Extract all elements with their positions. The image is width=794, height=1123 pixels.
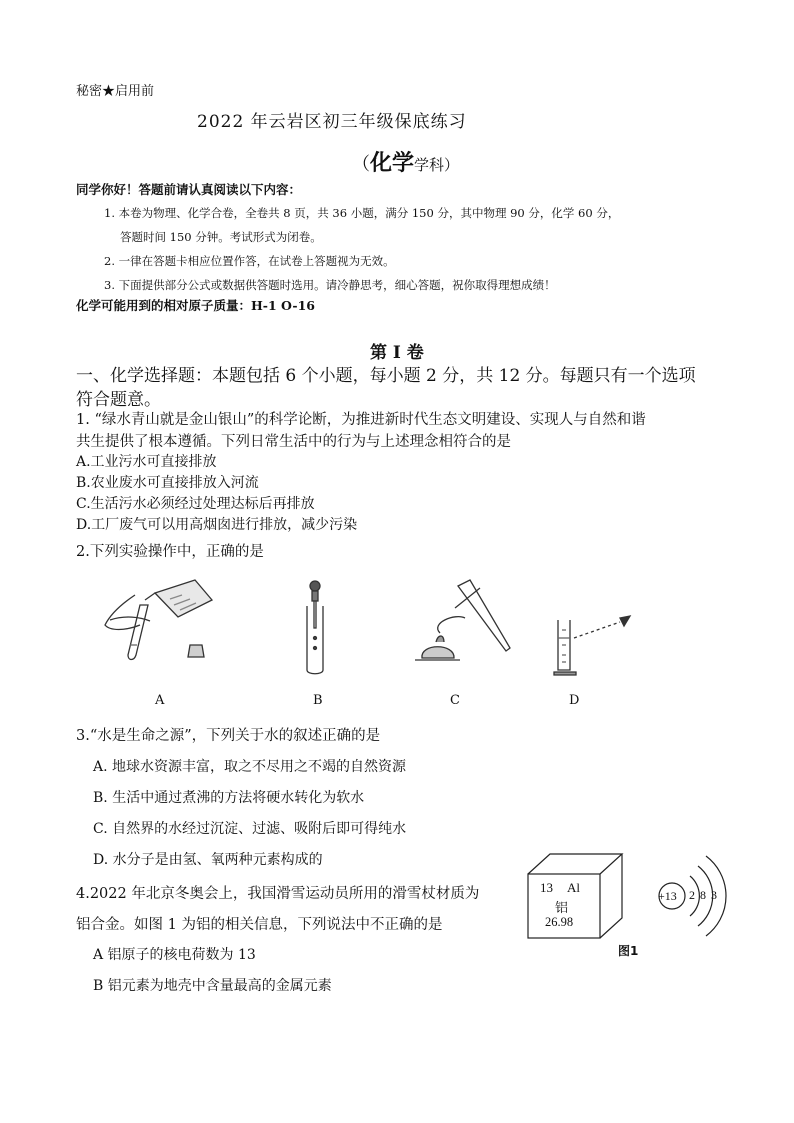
- atom-nucleus: +13: [658, 889, 677, 903]
- instruction-item-3: 3. 下面提供部分公式或数据供答题时选用。请冷静思考，细心答题，祝你取得理想成绩！: [104, 278, 556, 292]
- q1-option-d: D.工厂废气可以用高烟囱进行排放，减少污染: [76, 517, 358, 533]
- q2-stem: 2.下列实验操作中，正确的是: [76, 544, 264, 560]
- subject-title: [352, 146, 459, 177]
- figure-caption: 图1: [618, 944, 639, 958]
- section-heading-line-2: 符合题意。: [76, 390, 161, 410]
- q1-stem-line-2: 共生提供了根本遵循。下列日常生活中的行为与上述理念相符合的是: [76, 434, 511, 450]
- dropper-illustration: [295, 578, 335, 676]
- element-name: 铝: [555, 901, 569, 916]
- section-heading-line-1: 一、化学选择题：本题包括 6 个小题，每小题 2 分，共 12 分。每题只有一个选项: [76, 366, 696, 386]
- element-symbol: Al: [567, 880, 580, 895]
- q2-label-c: C: [450, 693, 460, 708]
- element-mass: 26.98: [545, 915, 574, 929]
- q3-option-b: B. 生活中通过煮沸的方法将硬水转化为软水: [93, 790, 365, 806]
- q4-option-b: B 铝元素为地壳中含量最高的金属元素: [93, 978, 332, 994]
- q4-stem-line-1: 4.2022 年北京冬奥会上，我国滑雪运动员所用的滑雪杖材质为: [76, 886, 480, 902]
- subject-suffix: 学科）: [414, 156, 460, 174]
- element-number: 13: [540, 880, 553, 895]
- instruction-item-2: 2. 一律在答题卡相应位置作答，在试卷上答题视为无效。: [104, 254, 395, 268]
- q3-option-a: A. 地球水资源丰富，取之不尽用之不竭的自然资源: [93, 759, 407, 775]
- volume-title: 第 Ⅰ 卷: [370, 343, 424, 363]
- q3-stem: 3.“水是生命之源”，下列关于水的叙述正确的是: [76, 728, 381, 744]
- q3-option-d: D. 水分子是由氢、氧两种元素构成的: [93, 852, 323, 868]
- q1-option-b: B.农业废水可直接排放入河流: [76, 475, 259, 491]
- element-card-cube: [526, 852, 626, 942]
- q1-option-c: C.生活污水必须经过处理达标后再排放: [76, 496, 315, 512]
- instruction-item-1-cont: 答题时间 150 分钟。考试形式为闭卷。: [120, 230, 322, 244]
- exam-title: 2022 年云岩区初三年级保底练习: [197, 112, 467, 132]
- q4-stem-line-2: 铝合金。如图 1 为铝的相关信息，下列说法中不正确的是: [76, 917, 443, 933]
- q1-stem-line-1: 1. “绿水青山就是金山银山”的科学论断，为推进新时代生态文明建设、实现人与自然和谐: [76, 412, 646, 428]
- subject-main: 化学: [370, 150, 415, 176]
- q1-option-a: A.工业污水可直接排放: [76, 454, 217, 470]
- atomic-mass-note: 化学可能用到的相对原子质量：H-1 O-16: [76, 298, 315, 313]
- heating-test-tube-illustration: [410, 578, 520, 673]
- q2-label-b: B: [313, 693, 323, 708]
- subject-open: （: [352, 154, 370, 175]
- q4-option-a: A 铝原子的核电荷数为 13: [93, 947, 256, 963]
- graduated-cylinder-illustration: [550, 600, 640, 678]
- instruction-item-1: 1. 本卷为物理、化学合卷，全卷共 8 页，共 36 小题，满分 150 分，其中物理 90 分，化学 60 分，: [104, 206, 620, 220]
- q2-label-d: D: [569, 693, 580, 708]
- greeting: 同学你好！答题前请认真阅读以下内容：: [76, 182, 302, 197]
- q3-option-c: C. 自然界的水经过沉淀、过滤、吸附后即可得纯水: [93, 821, 407, 837]
- pouring-liquid-illustration: [100, 575, 220, 670]
- atom-shells: 2 8 3: [689, 888, 718, 902]
- secret-label: 秘密★启用前: [76, 84, 155, 99]
- q2-label-a: A: [155, 693, 165, 708]
